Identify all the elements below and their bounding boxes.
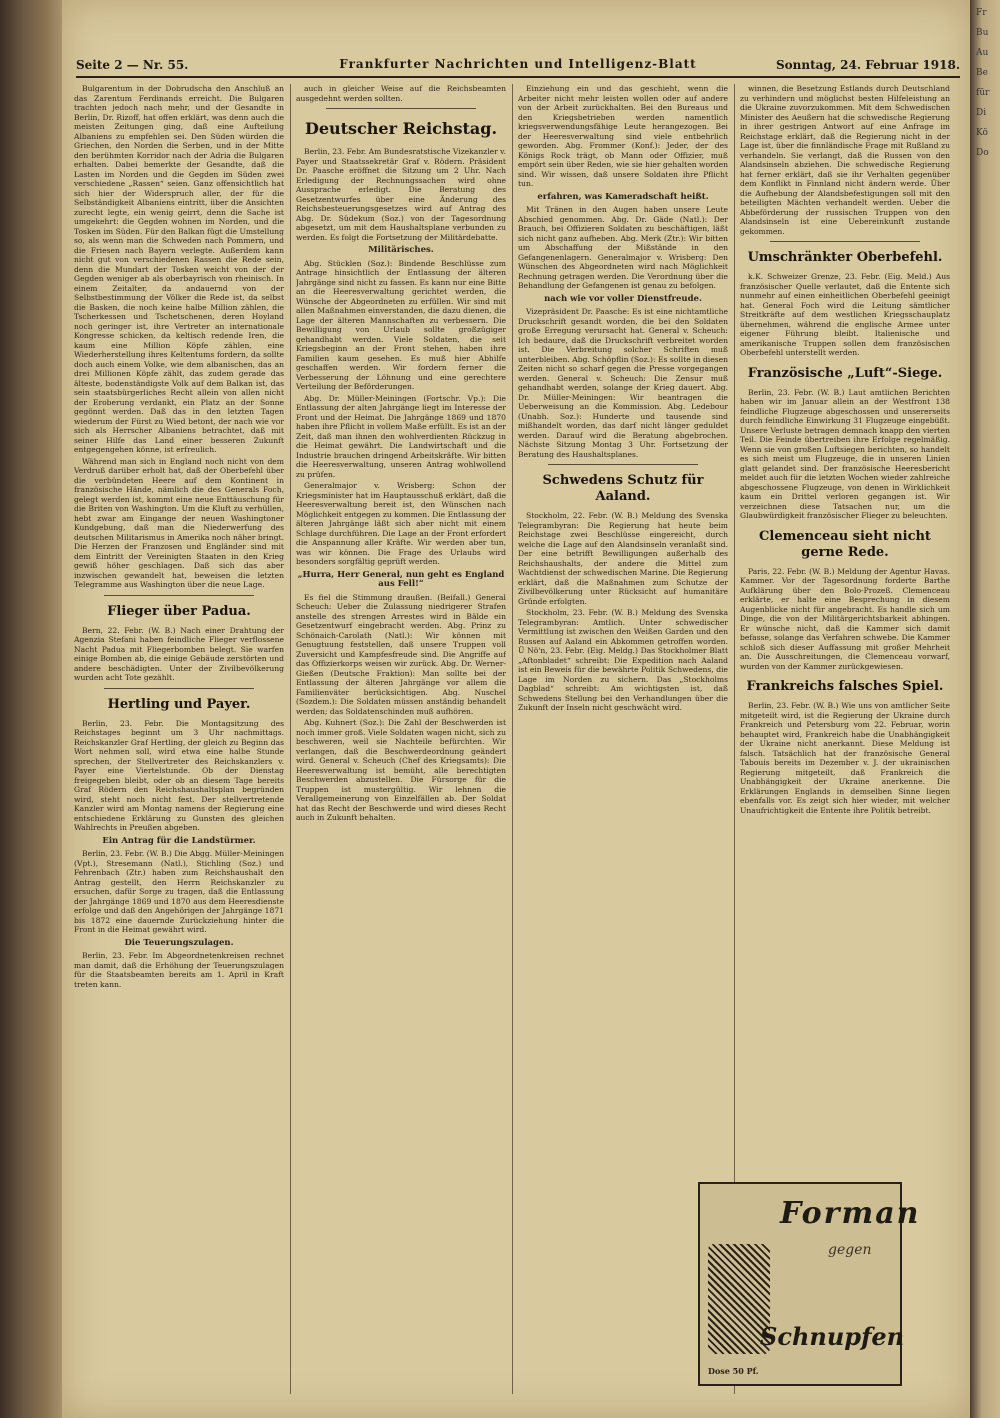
newspaper-page bbox=[62, 0, 970, 1418]
page-number: Seite 2 — Nr. 55. bbox=[76, 58, 189, 72]
edge-text: Kö bbox=[976, 128, 988, 138]
ad-price: Dose 50 Pf. bbox=[708, 1366, 759, 1376]
subheadline-militaer: Militärisches. bbox=[368, 245, 434, 255]
adjacent-page-edge bbox=[970, 0, 1000, 1418]
edge-text: Fr bbox=[976, 8, 987, 18]
divider bbox=[548, 464, 698, 465]
headline-clemenceau: Clemenceau sieht nicht gerne Rede. bbox=[759, 528, 931, 560]
article-text: Stockholm, 22. Febr. (W. B.) Meldung des Svenska Telegrambyran: Die Regierung hat heute beim Reichstage zwei Beschlüsse eingereicht, durch welche die Lage auf den Alandsinseln veranlaßt sind. Der eine betrifft Bewilligungen außerhalb des Reichshaushalts, der andere die Mittel zum Wachtdienst der schwedischen Marine. Die Regierung erklärt, daß die Maßnahmen zum Schutze der Zivilbevölkerung unter Rücksicht auf humanitäre Gründe erfolgten. bbox=[518, 511, 728, 606]
advertisement bbox=[698, 1182, 921, 1386]
headline-frankreich: Frankreichs falsches Spiel. bbox=[746, 679, 944, 694]
article-text: Abg. Kuhnert (Soz.): Die Zahl der Beschwerden ist noch immer groß. Viele Soldaten wagen nicht, sich zu beschweren, weil sie Nachteile befürchten. Wir verlangen, daß die Beschwerdeordnung geändert wird. General v. Scheuch (Chef des Kriegsamts): Die Heeresverwaltung ist bemüht, alle berechtigten Beschwerden abzustellen. Die Fürsorge für die Truppen ist mustergültig. Wir lehnen die Verallgemeinerung von Einzelfällen ab. Der Soldat hat das Recht der Beschwerde und wird dieses Recht auch in Zukunft behalten. bbox=[296, 718, 506, 822]
column-rule bbox=[512, 84, 513, 1394]
article-text: Berlin, 23. Febr. Im Abgeordnetenkreisen rechnet man damit, daß die Erhöhung der Teuerungszulagen für die Staatsbeamten bereits am 1. April in Kraft treten kann. bbox=[74, 951, 284, 989]
column-1 bbox=[74, 84, 284, 1394]
edge-text: Bu bbox=[976, 28, 989, 38]
headline-oberbefehl: Umschränkter Oberbefehl. bbox=[747, 250, 943, 265]
ad-brand: Forman bbox=[780, 1196, 921, 1231]
article-text: k.K. Schweizer Grenze, 23. Febr. (Eig. Meld.) Aus französischer Quelle verlautet, daß die Entente sich nunmehr auf einen einheitlichen Oberbefehl geeinigt hat. General Foch wird die Leitung sämtlicher Streitkräfte auf dem westlichen Kriegsschauplatz übernehmen, während die englische Armee unter eigener Führung bleibt. Italienische und amerikanische Truppen sollen dem französischen Oberbefehl unterstellt werden. bbox=[740, 272, 950, 357]
column-4 bbox=[740, 84, 950, 1174]
article-text: Generalmajor v. Wrisberg: Schon der Kriegsminister hat im Hauptausschuß erklärt, daß die Heeresverwaltung bereit ist, den Wünschen nach Möglichkeit entgegen zu kommen. Die Entlassung der älteren Jahrgänge läßt sich aber nicht mit einem Schlage durchführen. Die Lage an der Front erfordert die Anspannung aller Kräfte. Wir werden aber tun, was wir können. Die Frage des Urlaubs wird besonders sorgfältig geprüft werden. bbox=[296, 481, 506, 566]
edge-text: für bbox=[976, 88, 990, 98]
article-text: Während man sich in England noch nicht von dem Verdruß darüber erholt hat, daß der Oberbefehl über die verbündeten Heere auf dem Kontinent in französische Hände, nämlich die des Generals Foch, gelegt werden ist, kommt eine neue Enttäuschung für die Briten von Washington. Um die Kluft zu verhüllen, hebt zwar am Eingange der neuen Washingtoner Kundgebung, daß man die Niederwerfung des deutschen Militarismus in Amerika noch näher bringt. Die Herzen der Franzosen und Engländer sind mit dem Eintritt der Vereinigten Staaten in den Krieg gewiß höher geschlagen. Daß sich das aber inzwischen gewandelt hat, beweisen die letzten Telegramme aus Washington über die neue Lage. bbox=[74, 456, 284, 589]
headline-hertling: Hertling und Payer. bbox=[107, 696, 251, 712]
headline-luftsiege: Französische „Luft“-Siege. bbox=[747, 365, 943, 381]
ad-product: Schnupfen bbox=[760, 1322, 905, 1351]
headline-reichstag: Deutscher Reichstag. bbox=[304, 119, 498, 138]
subheadline-kameradschaft: erfahren, was Kameradschaft heißt. bbox=[537, 191, 709, 202]
column-2 bbox=[296, 84, 506, 1394]
subheadline-teuerung: Die Teuerungszulagen. bbox=[124, 937, 234, 948]
article-text: winnen, die Besetzung Estlands durch Deutschland zu verhindern und möglichst besten Hilfeleistung an die Ukraine zuvorzukommen. Mit dem Schwedischen Minister des Aeußern hat die schwedische Regierung in ihrer gestrigen Antwort auf eine Anfrage im Reichstage erklärt, daß die Regierung nicht in der Lage ist, über die finnländische Frage mit Rußland zu verhandeln. Sie verlangt, daß die Russen von den Alandsinseln abziehen. Die schwedische Regierung hat ferner erklärt, daß sie ihr Verhalten gegenüber dem Konflikt in Finnland nicht ändern werde. Über die Aufhebung der Alandsbefestigungen soll mit den beteiligten Mächten verhandelt werden. Ueber die Abbeförderung der russischen Truppen von den Alandsinseln ist eine Uebereinkunft zustande gekommen. bbox=[740, 84, 950, 236]
divider bbox=[326, 108, 476, 109]
masthead bbox=[76, 54, 960, 78]
article-text: Berlin, 23. Febr. (W. B.) Wie uns von amtlicher Seite mitgeteilt wird, ist die Regierung der Ukraine durch Frankreich und Petersburg vom 22. Februar, worin behauptet wird, Frankreich habe die Unabhängigkeit der Ukraine nicht anerkannt. Diese Meldung ist falsch. Tatsächlich hat der französische General Tabouis bereits im Dezember v. J. der ukrainischen Regierung mitgeteilt, daß Frankreich die Unabhängigkeit der Ukraine anerkenne. Die Erklärungen Englands in demselben Sinne liegen ebenfalls vor. Es zeigt sich hier wieder, mit welcher Unaufrichtigkeit die Entente ihre Politik betreibt. bbox=[740, 701, 950, 815]
column-3 bbox=[518, 84, 728, 1394]
divider bbox=[104, 595, 254, 596]
article-text: auch in gleicher Weise auf die Reichsbeamten ausgedehnt werden sollten. bbox=[296, 84, 506, 103]
subheadline-hurra: „Hurra, Herr General, nun geht es England aus Fell!“ bbox=[297, 569, 505, 589]
edge-text: Au bbox=[976, 48, 989, 58]
subheadline-dienstfreude: nach wie vor voller Dienstfreude. bbox=[544, 293, 702, 304]
article-text: Einziehung ein und das geschieht, wenn die Arbeiter nicht mehr leisten wollen oder auf andere von der Arbeit zurückhalten. Bei den Bureaus und den Kriegsbetrieben werden namentlich kriegsverwendungsfähige Leute herangezogen. Bei der Heeresverwaltung sind viele entbehrlich geworden. Abg. Frommer (Konf.): Jeder, der des Königs Rock trägt, ob Mann oder Offizier, muß empört sein über Reden, wie sie hier gehalten worden sind. Wir wissen, daß unsere Soldaten ihre Pflicht tun. bbox=[518, 84, 728, 188]
article-text: Vizepräsident Dr. Paasche: Es ist eine nichtamtliche Druckschrift gesandt worden, die bei den Soldaten große Erregung verursacht hat. General v. Scheuch: Ich bedaure, daß die Druckschrift verbreitet worden ist. Die Verbreitung solcher Schriften muß unterbleiben. Abg. Schöpflin (Soz.): Es sollte in diesen Zeiten nicht so scharf gegen die Presse vorgegangen werden. General v. Scheuch: Die Zensur muß gehandhabt werden, solange der Krieg dauert. Abg. Dr. Müller-Meiningen: Wir beantragen die Ueberweisung an die Kommission. Abg. Ledebour (Unabh. Soz.): Hunderte und tausende sind mißhandelt worden, das darf nicht länger geduldet werden. Darauf wird die Beratung abgebrochen. Nächste Sitzung Montag 3 Uhr. Fortsetzung der Beratung des Haushaltsplanes. bbox=[518, 307, 728, 459]
article-text: Mit Tränen in den Augen haben unsere Leute Abschied genommen. Abg. Dr. Gäde (Natl.): Der Brauch, bei Offizieren Soldaten zu beschäftigen, läßt sich nicht ganz aufheben. Abg. Merk (Ztr.): Wir bitten um Abschaffung der Mißstände in den Gefangenenlagern. Generalmajor v. Wrisberg: Den Wünschen des Abgeordneten wird nach Möglichkeit Rechnung getragen werden. Die Verordnung über die Behandlung der Gefangenen ist genau zu befolgen. bbox=[518, 205, 728, 290]
divider bbox=[104, 688, 254, 689]
article-text: Es fiel die Stimmung draußen. (Beifall.) General Scheuch: Ueber die Zulassung niedrigerer Strafen anstelle des strengen Arrestes wird in Bälde ein Gesetzentwurf eingebracht werden. Abg. Prinz zu Schönaich-Carolath (Natl.): Wir können mit Genugtuung feststellen, daß unsere Truppen voll Zuversicht und Kampfesfreude sind. Die Angriffe auf das Offizierkorps weisen wir zurück. Abg. Dr. Werner-Gießen (Deutsche Fraktion): Man sollte bei der Entlassung der älteren Jahrgänge vor allem die Familienväter berücksichtigen. Abg. Nuschel (Sozdem.): Die Soldaten müssen anständig behandelt werden; das Soldatenschinden muß aufhören. bbox=[296, 592, 506, 716]
ad-gegen: gegen bbox=[828, 1242, 872, 1258]
article-text: Bern, 22. Febr. (W. B.) Nach einer Drahtung der Agenzia Stefani haben feindliche Flieger verflossene Nacht Padua mit Fliegerbomben belegt. Sie warfen einige Bomben ab, die einige Gebäude zerstörten und andere beschädigten. Unter der Zivilbevölkerung wurden acht Tote gezählt. bbox=[74, 625, 284, 682]
edge-text: Do bbox=[976, 148, 989, 158]
newspaper-title: Frankfurter Nachrichten und Intelligenz-Blatt bbox=[339, 57, 697, 71]
article-text: Berlin, 23. Febr. (W. B.) Laut amtlichen Berichten haben wir im Januar allein an der Westfront 138 feindliche Flugzeuge abgeschossen und unsererseits durch feindliche Einwirkung 31 Flugzeuge eingebüßt. Unsere Verluste betragen demnach knapp den vierten Teil. Die Feinde übertreiben ihre Erfolge regelmäßig. Wenn sie von großen Luftsiegen berichten, so handelt es sich meist um Flugzeuge, die in unseren Linien glatt gelandet sind. Der französische Heeresbericht meldet auch für die letzten Wochen wieder zahlreiche abgeschossene Flugzeuge, von denen in Wirklichkeit kaum ein Drittel verloren gegangen ist. Wir verzeichnen diese Tatsachen nur, um die Glaubwürdigkeit französischer Flieger zu beleuchten. bbox=[740, 387, 950, 520]
issue-date: Sonntag, 24. Februar 1918. bbox=[775, 58, 960, 72]
edge-text: Be bbox=[976, 68, 988, 78]
book-binding bbox=[0, 0, 62, 1418]
divider bbox=[770, 241, 920, 242]
headline-flieger: Flieger über Padua. bbox=[107, 603, 251, 619]
subheadline-antrag: Ein Antrag für die Landstürmer. bbox=[102, 835, 256, 846]
article-text: Abg. Dr. Müller-Meiningen (Fortschr. Vp.): Die Entlassung der alten Jahrgänge liegt im Interesse der Front und der Heimat. Die Jahrgänge 1869 und 1870 haben ihre Pflicht in vollem Maße erfüllt. Es ist an der Zeit, daß man ihnen den wohlverdienten Rückzug in die Heimat gewährt. Die Landwirtschaft und die Industrie brauchen dringend Arbeitskräfte. Wir bitten die Heeresverwaltung, unseren Antrag wohlwollend zu prüfen. bbox=[296, 393, 506, 479]
article-text: Abg. Stücklen (Soz.): Bindende Beschlüsse zum Antrage hinsichtlich der Entlassung der älteren Jahrgänge sind nicht zu fassen. Es kann nur eine Bitte an die Heeresverwaltung gerichtet werden, die Wünsche der Abgeordneten zu erfüllen. Wir sind mit allen Maßnahmen einverstanden, die dazu dienen, die Lage der älteren Mannschaften zu verbessern. Die Bewilligung von Urlaub sollte großzügiger gehandhabt werden. Viele Soldaten, die seit Kriegsbeginn an der Front stehen, haben ihre Familien kaum gesehen. Es muß hier Abhilfe geschaffen werden. Wir fordern ferner die Verbesserung der Löhnung und eine gerechtere Verteilung der Beförderungen. bbox=[296, 258, 506, 391]
column-rule bbox=[290, 84, 291, 1394]
edge-text: Di bbox=[976, 108, 987, 118]
headline-schweden: Schwedens Schutz für Aaland. bbox=[542, 473, 704, 504]
article-text: Berlin, 23. Febr. (W. B.) Die Abgg. Müller-Meiningen (Vpt.), Stresemann (Natl.), Stichling (Soz.) und Fehrenbach (Ztr.) haben zum Reichshaushalt den Antrag gestellt, den Herrn Reichskanzler zu ersuchen, dafür Sorge zu tragen, daß die Entlassung der Jahrgänge 1869 und 1870 aus dem Heeresdienste erfolge und daß den Angehörigen der Jahrgänge 1871 bis 1872 eine dauernde Zurückziehung hinter die Front in die Heimat gewährt wird. bbox=[74, 849, 284, 934]
article-text: Berlin, 23. Febr. Am Bundesratstische Vizekanzler v. Payer und Staatssekretär Graf v. Rödern. Präsident Dr. Paasche eröffnet die Sitzung um 2 Uhr. Nach Erledigung der Rechnungssachen wird ohne Aussprache erledigt. Die Beratung des Gesetzentwurfes über eine Änderung des Reichsbesteuerungsgesetzes wird auf Antrag des Abg. Dr. Südekum (Soz.) von der Tagesordnung abgesetzt, um mit dem Haushaltsplane verbunden zu werden. Es folgt die Fortsetzung der Militärdebatte. bbox=[296, 147, 506, 242]
article-text: Stockholm, 23. Febr. (W. B.) Meldung des Svenska Telegrambyran: Amtlich. Unter schwedischer Vermittlung ist zwischen den Weißen Garden und den Russen auf Aaland ein Abkommen getroffen worden. Ü Nö'n, 23. Febr. (Eig. Meldg.) Das Stockholmer Blatt „Aftonbladet“ schreibt: Die Expedition nach Aaland ist ein Beweis für die bewährte Politik Schwedens, die Lage im Norden zu sichern. Das „Stockholms Dagblad“ schreibt: Am wichtigsten ist, daß Schwedens Stellung bei den Verhandlungen über die Zukunft der Inseln nicht geschwächt wird. bbox=[518, 608, 728, 712]
article-text: Berlin, 23. Febr. Die Montagsitzung des Reichstages beginnt um 3 Uhr nachmittags. Reichskanzler Graf Hertling, der gleich zu Beginn das Wort nehmen soll, wird etwa eine halbe Stunde sprechen, der Stellvertreter des Reichskanzlers v. Payer eine Viertelstunde. Ob der Dienstag freigegeben bleibt, oder ob an diesem Tage bereits Graf Rödern den Reichshaushaltsplan begründen wird, steht noch nicht fest. Der stellvertretende Kanzler wird am Montag namens der Regierung eine entschiedene Erklärung zu Gunsten des gleichen Wahlrechts in Preußen abgeben. bbox=[74, 718, 284, 832]
article-text: Paris, 22. Febr. (W. B.) Meldung der Agentur Havas. Kammer. Vor der Tagesordnung forderte Barthe Aufklärung über den Bolo-Prozeß. Clemenceau erklärte, er halte eine Besprechung in diesem Augenblicke nicht für angebracht. Es handle sich um Dinge, die von der Militärgerichtsbarkeit abhingen. Er wünsche nicht, daß die Kammer sich damit befasse, solange das Verfahren schwebe. Die Kammer schloß sich dieser Auffassung mit großer Mehrheit an. Die Ausschreitungen, die Clemenceau vorwarf, wurden von der Kammer zurückgewiesen. bbox=[740, 566, 950, 671]
article-text: Bulgarentum in der Dobrudscha den Anschluß an das Zarentum Ferdinands erreicht. Die Bulgaren trachten jedoch nach mehr, und der Gesandte in Berlin, Dr. Rizoff, hat offen erklärt, was denn auch die meisten Zeitungen ging, daß eine Aufteilung Albaniens zu empfehlen sei. Den Süden würden die Griechen, den Norden die Serben, und in der Mitte den berühmten Korridor nach der Adria die Bulgaren erhalten. Dabei bemerkte der Gesandte, daß die Lasten im Norden und die Gegden im Süden zwei verschiedene „Rassen“ seien. Ganz offensichtlich hat sich hier der Widerspruch aller, der für die Selbständigkeit Albaniens eintritt, über die Ansichten zurecht legte, ein wenig geirrt, denn die Sache ist umgekehrt: die Gegden wohnen im Norden, und die Tosken im Süden. Für den Balkan fügt die Umstellung so, als wenn man die Schweden nach Pommern, und die Friesen nach Bayern verlegte. Außerdem kann nicht gut von verschiedenen Rassen die Rede sein, denn die Mundart der Tosken weicht von der der Gegden weniger ab als oberbayrisch von rheinisch. In einem Zeitalter, da andauernd von der Selbstbestimmung der Völker die Rede ist, da selbst die Basken, die noch keine halbe Million zählen, die Tscherkessen und Tschetschenen, deren Hoyland noch geringer ist, ihre Vertreter an internationale Kongresse schicken, da keltisch redende Iren, die kaum eine Million Köpfe zählen, eine Wiederherstellung ihres Keltentums fordern, da sollte doch auch einem Volke, wie dem albanischen, das an drei Millionen Köpfe zählt, das zudem gerade das älteste, bodenständigste Volk auf dem Balkan ist, das sein staatsbürgerliches Recht allein von allen nicht der Eroberung verdankt, ein Platz an der Sonne gegönnt werden. Daß das in den letzten Tagen wiederum der Fürst zu Wied betont, der nach wie vor sich als Herrscher Albaniens betrachtet, daß mit seiner Hilfe das Land einer besseren Zukunft entgegengehen könne, ist erfreulich. bbox=[74, 84, 284, 454]
